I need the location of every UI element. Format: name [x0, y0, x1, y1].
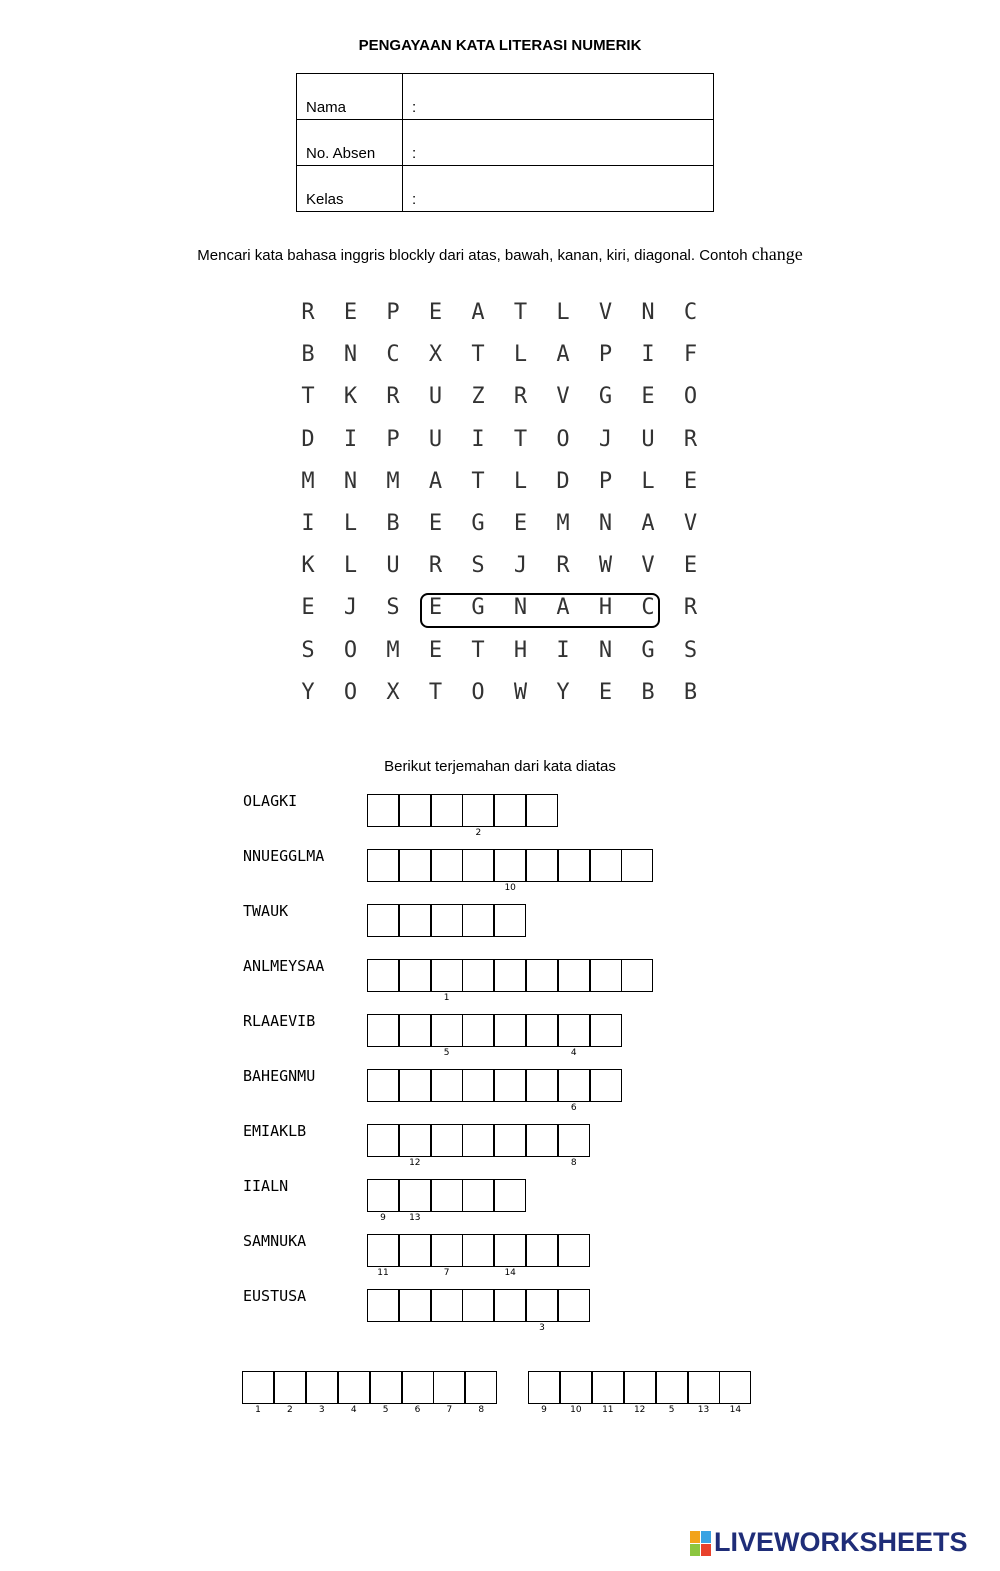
letter-box[interactable]	[399, 1179, 431, 1212]
letter-box[interactable]	[462, 904, 494, 937]
grid-letter[interactable]: E	[683, 468, 698, 494]
letter-box[interactable]	[431, 1014, 463, 1047]
letter-box[interactable]	[494, 794, 526, 827]
grid-letter[interactable]: S	[301, 637, 315, 663]
letter-box[interactable]	[526, 794, 558, 827]
letter-box[interactable]	[399, 1124, 431, 1157]
final-box-number: 5	[668, 1405, 675, 1415]
grid-letter[interactable]: A	[556, 595, 570, 621]
grid-letter[interactable]: O	[471, 679, 485, 705]
grid-letter[interactable]: T	[428, 679, 443, 705]
grid-letter[interactable]: R	[428, 553, 443, 579]
letter-box[interactable]	[462, 794, 494, 827]
grid-letter[interactable]: Z	[471, 384, 485, 410]
absen-label: No. Absen	[297, 120, 403, 166]
letter-box[interactable]	[494, 849, 526, 882]
grid-letter[interactable]: E	[428, 595, 443, 621]
grid-letter[interactable]: R	[556, 553, 570, 579]
final-letter-box[interactable]	[402, 1371, 434, 1404]
liveworksheets-logo-icon	[690, 1531, 712, 1557]
grid-letter[interactable]: M	[301, 468, 315, 494]
letter-box[interactable]	[621, 849, 653, 882]
student-identity-table	[296, 73, 714, 212]
scrambled-word: OLAGKI	[243, 792, 298, 810]
grid-letter[interactable]: C	[386, 342, 400, 368]
scrambled-word: TWAUK	[243, 902, 289, 920]
letter-box[interactable]	[431, 794, 463, 827]
final-letter-box[interactable]	[592, 1371, 624, 1404]
grid-letter[interactable]: H	[598, 595, 613, 621]
grid-letter[interactable]: N	[641, 300, 655, 325]
identity-row-absen	[297, 120, 714, 166]
instruction-main: Mencari kata bahasa inggris blockly dari atas, bawah, kanan, kiri, diagonal. Contoh	[197, 247, 752, 264]
grid-letter[interactable]: W	[513, 679, 528, 705]
grid-letter[interactable]: T	[471, 468, 485, 494]
letter-box[interactable]	[558, 849, 590, 882]
letter-box[interactable]	[462, 959, 494, 992]
grid-letter[interactable]: B	[386, 511, 400, 536]
letter-box[interactable]	[558, 959, 590, 992]
final-letter-box[interactable]	[242, 1371, 274, 1404]
final-box-number: 3	[318, 1405, 325, 1415]
letter-box[interactable]	[431, 1234, 463, 1267]
grid-letter[interactable]: E	[301, 595, 315, 621]
grid-letter[interactable]: P	[598, 342, 613, 368]
letter-box[interactable]	[494, 1014, 526, 1047]
letter-box[interactable]	[558, 1014, 590, 1047]
letter-box[interactable]	[494, 1124, 526, 1157]
letter-box[interactable]	[367, 1124, 399, 1157]
box-number: 14	[504, 1268, 516, 1278]
identity-row-kelas	[297, 166, 714, 212]
final-box-number: 12	[633, 1405, 646, 1415]
box-number: 7	[443, 1268, 450, 1278]
letter-box[interactable]	[367, 959, 399, 992]
letter-box[interactable]	[367, 1234, 399, 1267]
letter-box[interactable]	[399, 904, 431, 937]
grid-letter[interactable]: U	[641, 426, 655, 452]
grid-letter[interactable]: N	[343, 468, 358, 494]
grid-letter[interactable]: Y	[301, 679, 315, 705]
letter-box[interactable]	[494, 1179, 526, 1212]
letter-box[interactable]	[494, 1069, 526, 1102]
letter-box[interactable]	[494, 959, 526, 992]
grid-letter[interactable]: L	[343, 553, 358, 579]
box-number: 2	[475, 828, 482, 838]
grid-letter[interactable]: H	[513, 637, 528, 663]
letter-box[interactable]	[431, 1124, 463, 1157]
grid-letter[interactable]: R	[386, 384, 400, 410]
grid-letter[interactable]: E	[428, 300, 443, 325]
letter-box[interactable]	[367, 794, 399, 827]
scrambled-word: NNUEGGLMA	[243, 847, 325, 865]
grid-letter[interactable]: U	[386, 553, 400, 579]
final-box-number: 2	[287, 1405, 293, 1415]
grid-letter[interactable]: C	[641, 595, 655, 621]
final-box-number: 6	[414, 1405, 421, 1415]
grid-letter[interactable]: O	[556, 426, 570, 452]
final-letter-box[interactable]	[370, 1371, 402, 1404]
grid-letter[interactable]: F	[683, 342, 698, 368]
box-number: 5	[443, 1048, 450, 1058]
grid-letter[interactable]: I	[556, 637, 570, 663]
letter-box[interactable]	[462, 1014, 494, 1047]
letter-box[interactable]	[558, 1124, 590, 1157]
letter-box[interactable]	[590, 1014, 622, 1047]
grid-letter[interactable]: M	[386, 637, 400, 663]
grid-letter[interactable]: S	[471, 553, 485, 579]
box-number: 6	[570, 1103, 577, 1113]
grid-letter[interactable]: P	[386, 426, 400, 452]
grid-letter[interactable]: D	[556, 468, 570, 494]
letter-box[interactable]	[399, 849, 431, 882]
letter-box[interactable]	[590, 1069, 622, 1102]
brand-footer	[690, 1527, 990, 1559]
grid-letter[interactable]: G	[598, 384, 613, 410]
final-box-number: 8	[478, 1405, 485, 1415]
scrambled-word: EUSTUSA	[243, 1287, 307, 1305]
grid-letter[interactable]: K	[301, 553, 315, 579]
letter-box[interactable]	[431, 849, 463, 882]
scrambled-word: RLAAEVIB	[243, 1012, 316, 1030]
kelas-label: Kelas	[297, 166, 403, 212]
grid-letter[interactable]: D	[301, 426, 315, 452]
grid-letter[interactable]: M	[556, 511, 570, 536]
grid-letter[interactable]: E	[428, 637, 443, 663]
final-box-number: 14	[729, 1405, 742, 1415]
letter-box[interactable]	[367, 1179, 399, 1212]
box-number: 8	[570, 1158, 577, 1168]
grid-letter[interactable]: C	[683, 300, 698, 325]
letter-box[interactable]	[431, 904, 463, 937]
grid-letter[interactable]: P	[598, 468, 613, 494]
grid-letter[interactable]: W	[598, 553, 613, 579]
grid-letter[interactable]: P	[386, 300, 400, 325]
grid-letter[interactable]: S	[683, 637, 698, 663]
letter-box[interactable]	[431, 959, 463, 992]
letter-box[interactable]	[526, 849, 558, 882]
grid-letter[interactable]: N	[343, 342, 358, 368]
grid-letter[interactable]: E	[683, 553, 698, 579]
letter-box[interactable]	[367, 1069, 399, 1102]
grid-letter[interactable]: T	[471, 342, 485, 368]
grid-letter[interactable]: L	[513, 342, 528, 368]
letter-box[interactable]	[431, 1289, 463, 1322]
grid-letter[interactable]: A	[556, 342, 570, 368]
grid-letter[interactable]: V	[641, 553, 655, 579]
grid-letter[interactable]: O	[343, 679, 358, 705]
grid-letter[interactable]: B	[301, 342, 315, 368]
grid-letter[interactable]: B	[641, 679, 655, 705]
final-box-number: 4	[350, 1405, 357, 1415]
box-number: 13	[409, 1213, 421, 1223]
final-letter-box[interactable]	[274, 1371, 306, 1404]
grid-letter[interactable]: Y	[556, 679, 570, 705]
grid-letter[interactable]: L	[556, 300, 570, 325]
letter-box[interactable]	[558, 1069, 590, 1102]
grid-letter[interactable]: E	[598, 679, 613, 705]
letter-box[interactable]	[399, 1069, 431, 1102]
grid-letter[interactable]: I	[641, 342, 655, 368]
grid-letter[interactable]: O	[683, 384, 698, 410]
final-box-number: 1	[255, 1405, 261, 1415]
final-letter-box[interactable]	[338, 1371, 370, 1404]
letter-box[interactable]	[494, 1289, 526, 1322]
final-letter-box[interactable]	[624, 1371, 656, 1404]
grid-letter[interactable]: A	[641, 511, 655, 536]
name-label: Nama	[297, 74, 403, 120]
letter-box[interactable]	[526, 1014, 558, 1047]
final-letter-box[interactable]	[306, 1371, 338, 1404]
scrambled-word: ANLMEYSAA	[243, 957, 325, 975]
grid-letter[interactable]: E	[428, 511, 443, 536]
letter-box[interactable]	[621, 959, 653, 992]
letter-box[interactable]	[367, 904, 399, 937]
page-title: PENGAYAAN KATA LITERASI NUMERIK	[358, 37, 642, 54]
grid-letter[interactable]: J	[513, 553, 528, 579]
grid-letter[interactable]: I	[301, 511, 315, 536]
letter-box[interactable]	[462, 1289, 494, 1322]
final-letter-box[interactable]	[465, 1371, 497, 1404]
identity-row-name	[297, 74, 714, 120]
letter-box[interactable]	[399, 794, 431, 827]
grid-letter[interactable]: V	[683, 511, 698, 536]
box-number: 4	[570, 1048, 577, 1058]
instruction-text	[0, 244, 1000, 265]
grid-letter[interactable]: R	[301, 300, 315, 325]
brand-name: LIVEWORKSHEETS	[714, 1527, 968, 1557]
grid-letter[interactable]: E	[343, 300, 358, 325]
grid-letter[interactable]: R	[683, 426, 698, 452]
letter-box[interactable]	[431, 1069, 463, 1102]
final-letter-box[interactable]	[688, 1371, 720, 1404]
grid-letter[interactable]: B	[683, 679, 698, 705]
box-number: 12	[409, 1158, 421, 1168]
letter-box[interactable]	[399, 1234, 431, 1267]
grid-letter[interactable]: X	[386, 679, 400, 705]
box-number: 3	[539, 1323, 545, 1333]
final-box-number: 11	[602, 1405, 614, 1415]
grid-letter[interactable]: S	[386, 595, 400, 621]
letter-box[interactable]	[526, 1124, 558, 1157]
grid-letter[interactable]: A	[428, 468, 443, 494]
scrambled-word: BAHEGNMU	[243, 1067, 316, 1085]
scrambled-word: SAMNUKA	[243, 1232, 307, 1250]
grid-letter[interactable]: V	[556, 384, 570, 410]
scrambled-word: EMIAKLB	[243, 1122, 307, 1140]
grid-letter[interactable]: U	[428, 426, 443, 452]
grid-letter[interactable]: M	[386, 468, 400, 494]
letter-box[interactable]	[367, 1289, 399, 1322]
letter-box[interactable]	[526, 1289, 558, 1322]
final-letter-box[interactable]	[528, 1371, 560, 1404]
grid-letter[interactable]: T	[513, 300, 528, 325]
grid-letter[interactable]: G	[471, 595, 485, 621]
grid-letter[interactable]: N	[598, 637, 613, 663]
box-number: 11	[377, 1268, 389, 1278]
grid-letter[interactable]: A	[471, 300, 485, 325]
grid-letter[interactable]: L	[343, 511, 358, 536]
final-box-number: 9	[541, 1405, 547, 1415]
letter-box[interactable]	[462, 849, 494, 882]
grid-letter[interactable]: I	[471, 426, 485, 452]
letter-box[interactable]	[558, 1289, 590, 1322]
letter-box[interactable]	[431, 1179, 463, 1212]
letter-box[interactable]	[494, 904, 526, 937]
final-box-number: 5	[382, 1405, 389, 1415]
letter-box[interactable]	[558, 1234, 590, 1267]
final-letter-box[interactable]	[433, 1371, 465, 1404]
box-number: 1	[443, 993, 450, 1003]
kelas-field[interactable]: :	[403, 166, 714, 212]
grid-letter[interactable]: R	[513, 384, 528, 410]
letter-box[interactable]	[367, 849, 399, 882]
grid-letter[interactable]: G	[641, 637, 655, 663]
final-box-number: 7	[446, 1405, 453, 1415]
letter-box[interactable]	[526, 1234, 558, 1267]
letter-box[interactable]	[399, 1289, 431, 1322]
translation-subtitle: Berikut terjemahan dari kata diatas	[384, 758, 616, 775]
letter-box[interactable]	[526, 959, 558, 992]
example-word-highlight	[420, 593, 660, 628]
grid-letter[interactable]: L	[513, 468, 528, 494]
letter-box[interactable]	[462, 1124, 494, 1157]
letter-box[interactable]	[590, 849, 622, 882]
scrambled-word: IIALN	[243, 1177, 289, 1195]
grid-letter[interactable]: U	[428, 384, 443, 410]
letter-box[interactable]	[399, 1014, 431, 1047]
grid-letter[interactable]: E	[641, 384, 655, 410]
grid-letter[interactable]: X	[428, 342, 443, 368]
grid-letter[interactable]: E	[513, 511, 528, 536]
name-field[interactable]: :	[403, 74, 714, 120]
letter-box[interactable]	[367, 1014, 399, 1047]
grid-letter[interactable]: N	[598, 511, 613, 536]
grid-letter[interactable]: T	[471, 637, 485, 663]
letter-box[interactable]	[462, 1179, 494, 1212]
instruction-example: change	[751, 244, 803, 264]
grid-letter[interactable]: I	[343, 426, 358, 452]
grid-letter[interactable]: R	[683, 595, 698, 621]
grid-letter[interactable]: K	[343, 384, 358, 410]
grid-letter[interactable]: V	[598, 300, 613, 325]
absen-field[interactable]: :	[403, 120, 714, 166]
letter-box[interactable]	[462, 1069, 494, 1102]
letter-box[interactable]	[494, 1234, 526, 1267]
grid-letter[interactable]: O	[343, 637, 358, 663]
final-box-number: 10	[570, 1405, 582, 1415]
letter-box[interactable]	[526, 1069, 558, 1102]
grid-letter[interactable]: T	[301, 384, 315, 410]
grid-letter[interactable]: T	[513, 426, 528, 452]
letter-box[interactable]	[399, 959, 431, 992]
final-letter-box[interactable]	[719, 1371, 751, 1404]
final-box-number: 13	[697, 1405, 710, 1415]
grid-letter[interactable]: J	[343, 595, 358, 621]
box-number: 9	[380, 1213, 386, 1223]
grid-letter[interactable]: J	[598, 426, 613, 452]
grid-letter[interactable]: N	[513, 595, 528, 621]
letter-box[interactable]	[590, 959, 622, 992]
grid-letter[interactable]: G	[471, 511, 485, 536]
letter-box[interactable]	[462, 1234, 494, 1267]
final-letter-box[interactable]	[560, 1371, 592, 1404]
final-letter-box[interactable]	[656, 1371, 688, 1404]
grid-letter[interactable]: L	[641, 468, 655, 494]
box-number: 10	[504, 883, 516, 893]
